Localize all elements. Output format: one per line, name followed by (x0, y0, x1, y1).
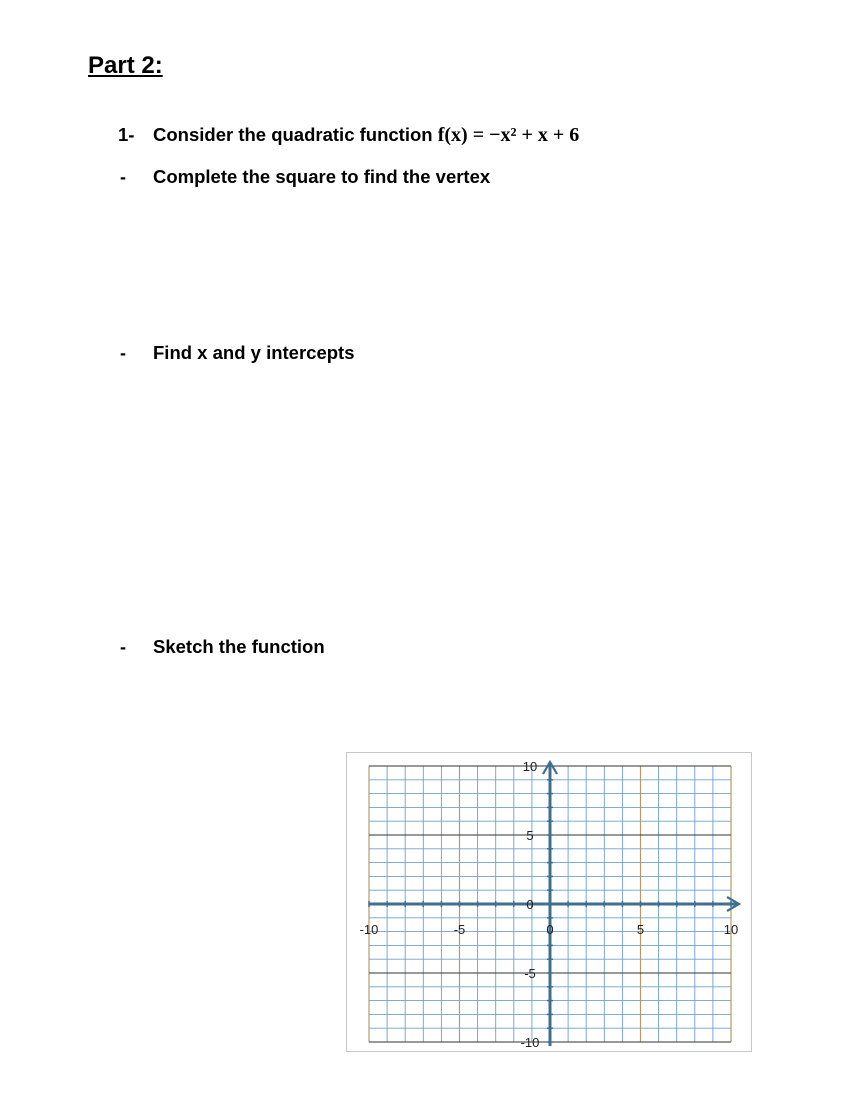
function-text: f(x) = −x² + x + 6 (437, 124, 580, 146)
y-tick-label: 5 (526, 828, 534, 843)
graph-frame (346, 752, 752, 1052)
prompt-text: Consider the quadratic function (153, 124, 433, 145)
task-bullet: - (120, 637, 126, 657)
task-intercepts: Find x and y intercepts (153, 342, 355, 363)
task-bullet: - (120, 343, 126, 363)
x-tick-label: 0 (546, 922, 554, 937)
x-tick-label: 5 (636, 922, 645, 937)
x-tick-label: -5 (453, 922, 466, 937)
y-tick-label: 10 (522, 759, 538, 774)
x-tick-label: 10 (723, 922, 739, 937)
y-tick-label: -10 (520, 1035, 540, 1050)
y-tick-label: -5 (524, 966, 536, 981)
question-prompt (153, 124, 579, 147)
task-complete-square: Complete the square to find the vertex (153, 166, 491, 187)
coordinate-grid[interactable] (347, 753, 751, 1051)
y-tick-label: 0 (526, 897, 534, 912)
question-number: 1- (118, 124, 135, 145)
page-title: Part 2: (88, 52, 163, 79)
x-tick-label: -10 (359, 922, 379, 937)
function-expression (438, 124, 580, 146)
task-sketch: Sketch the function (153, 636, 325, 657)
task-bullet: - (120, 167, 126, 187)
